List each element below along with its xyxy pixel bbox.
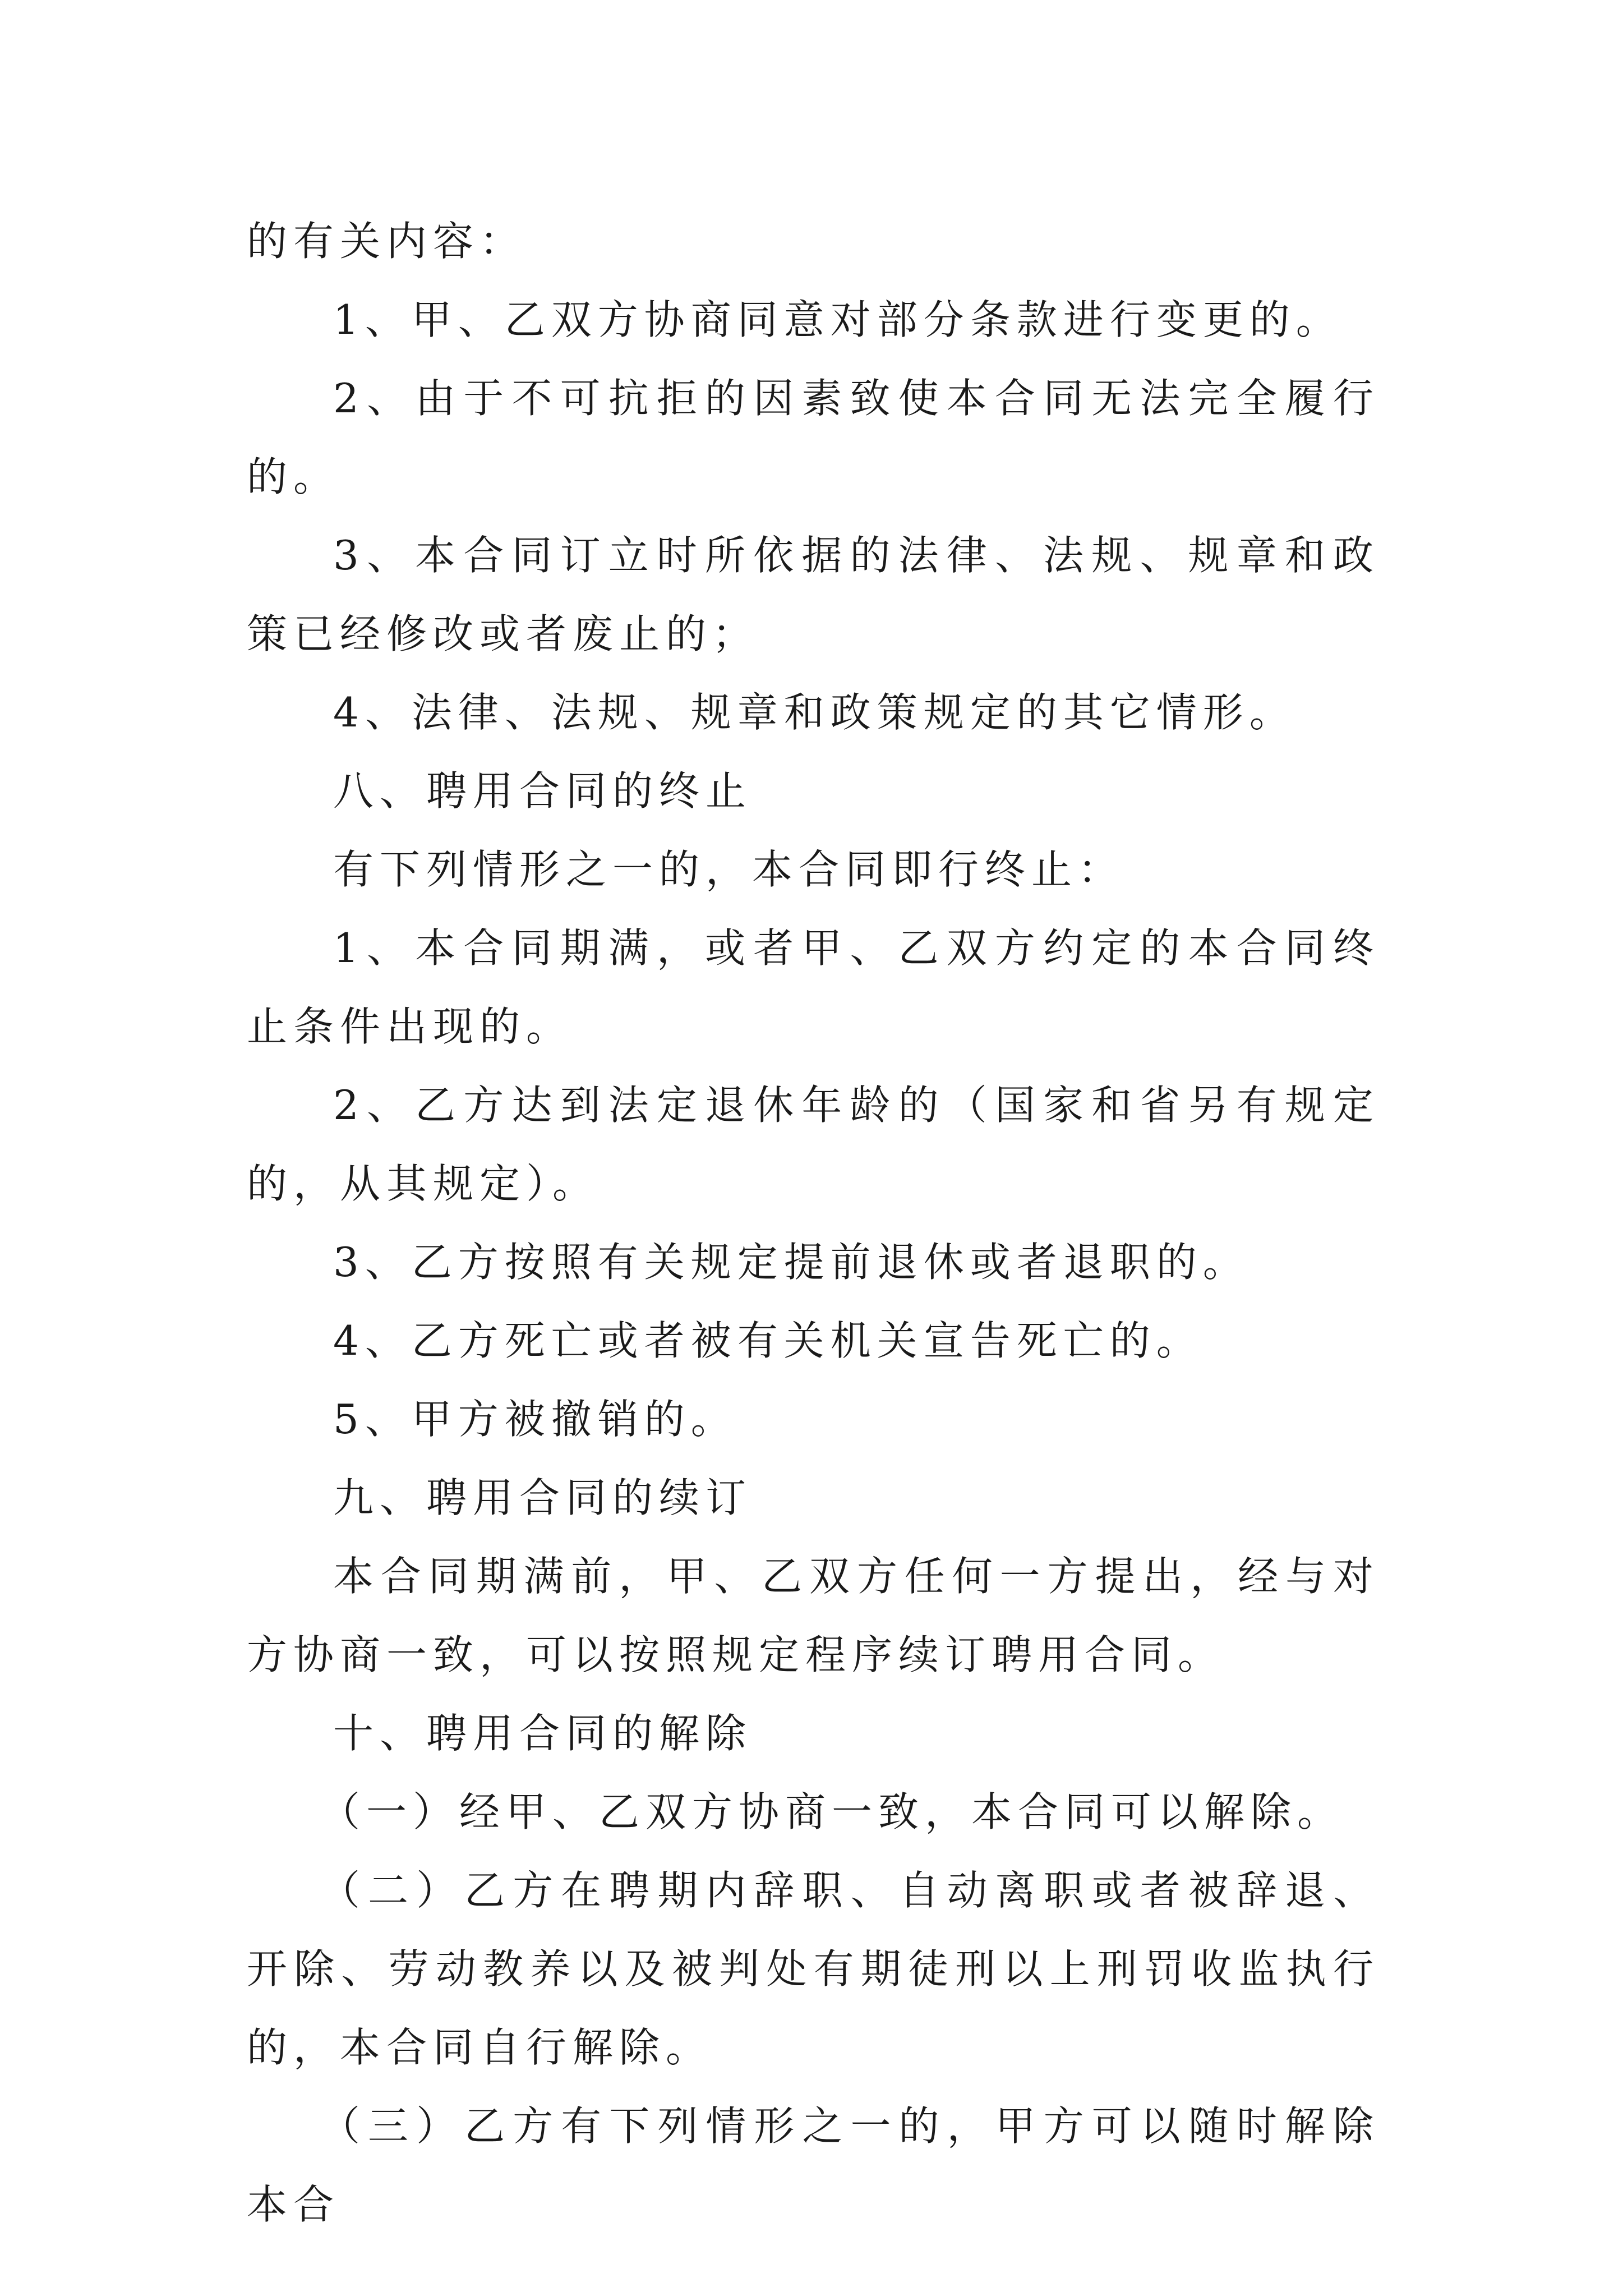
paragraph-termination-2: 2、乙方达到法定退休年龄的（国家和省另有规定的，从其规定）。	[247, 1082, 1380, 1207]
paragraph-continuation: 的有关内容：	[247, 218, 527, 265]
paragraph-rescission-2: （二）乙方在聘期内辞职、自动离职或者被辞退、开除、劳动教养以及被判处有期徒刑以上刑罚收监执行的，本合同自行解除。	[247, 1867, 1380, 2071]
paragraph-item-3: 3、本合同订立时所依据的法律、法规、规章和政策已经修改或者废止的；	[247, 532, 1380, 657]
paragraph-termination-1: 1、本合同期满，或者甲、乙双方约定的本合同终止条件出现的。	[247, 924, 1380, 1050]
paragraph-item-4: 4、法律、法规、规章和政策规定的其它情形。	[333, 689, 1296, 736]
paragraph-rescission-3: （三）乙方有下列情形之一的，甲方可以随时解除本合	[247, 2102, 1380, 2228]
paragraph-item-2: 2、由于不可抗拒的因素致使本合同无法完全履行的。	[247, 375, 1380, 500]
paragraph-renewal: 本合同期满前，甲、乙双方任何一方提出，经与对方协商一致，可以按照规定程序续订聘用合同。	[247, 1553, 1380, 1678]
section-heading-10: 十、聘用合同的解除	[333, 1710, 753, 1757]
paragraph-rescission-1: （一）经甲、乙双方协商一致，本合同可以解除。	[320, 1788, 1344, 1835]
paragraph-termination-5: 5、甲方被撤销的。	[333, 1396, 737, 1443]
paragraph-item-1: 1、甲、乙双方协商同意对部分条款进行变更的。	[333, 296, 1343, 343]
document-body	[247, 202, 1380, 2244]
section-heading-9: 九、聘用合同的续订	[333, 1474, 753, 1521]
section-heading-8: 八、聘用合同的终止	[333, 767, 753, 815]
paragraph-termination-3: 3、乙方按照有关规定提前退休或者退职的。	[333, 1239, 1249, 1286]
paragraph-termination-4: 4、乙方死亡或者被有关机关宣告死亡的。	[333, 1317, 1203, 1364]
paragraph-termination-intro: 有下列情形之一的，本合同即行终止：	[333, 846, 1125, 893]
